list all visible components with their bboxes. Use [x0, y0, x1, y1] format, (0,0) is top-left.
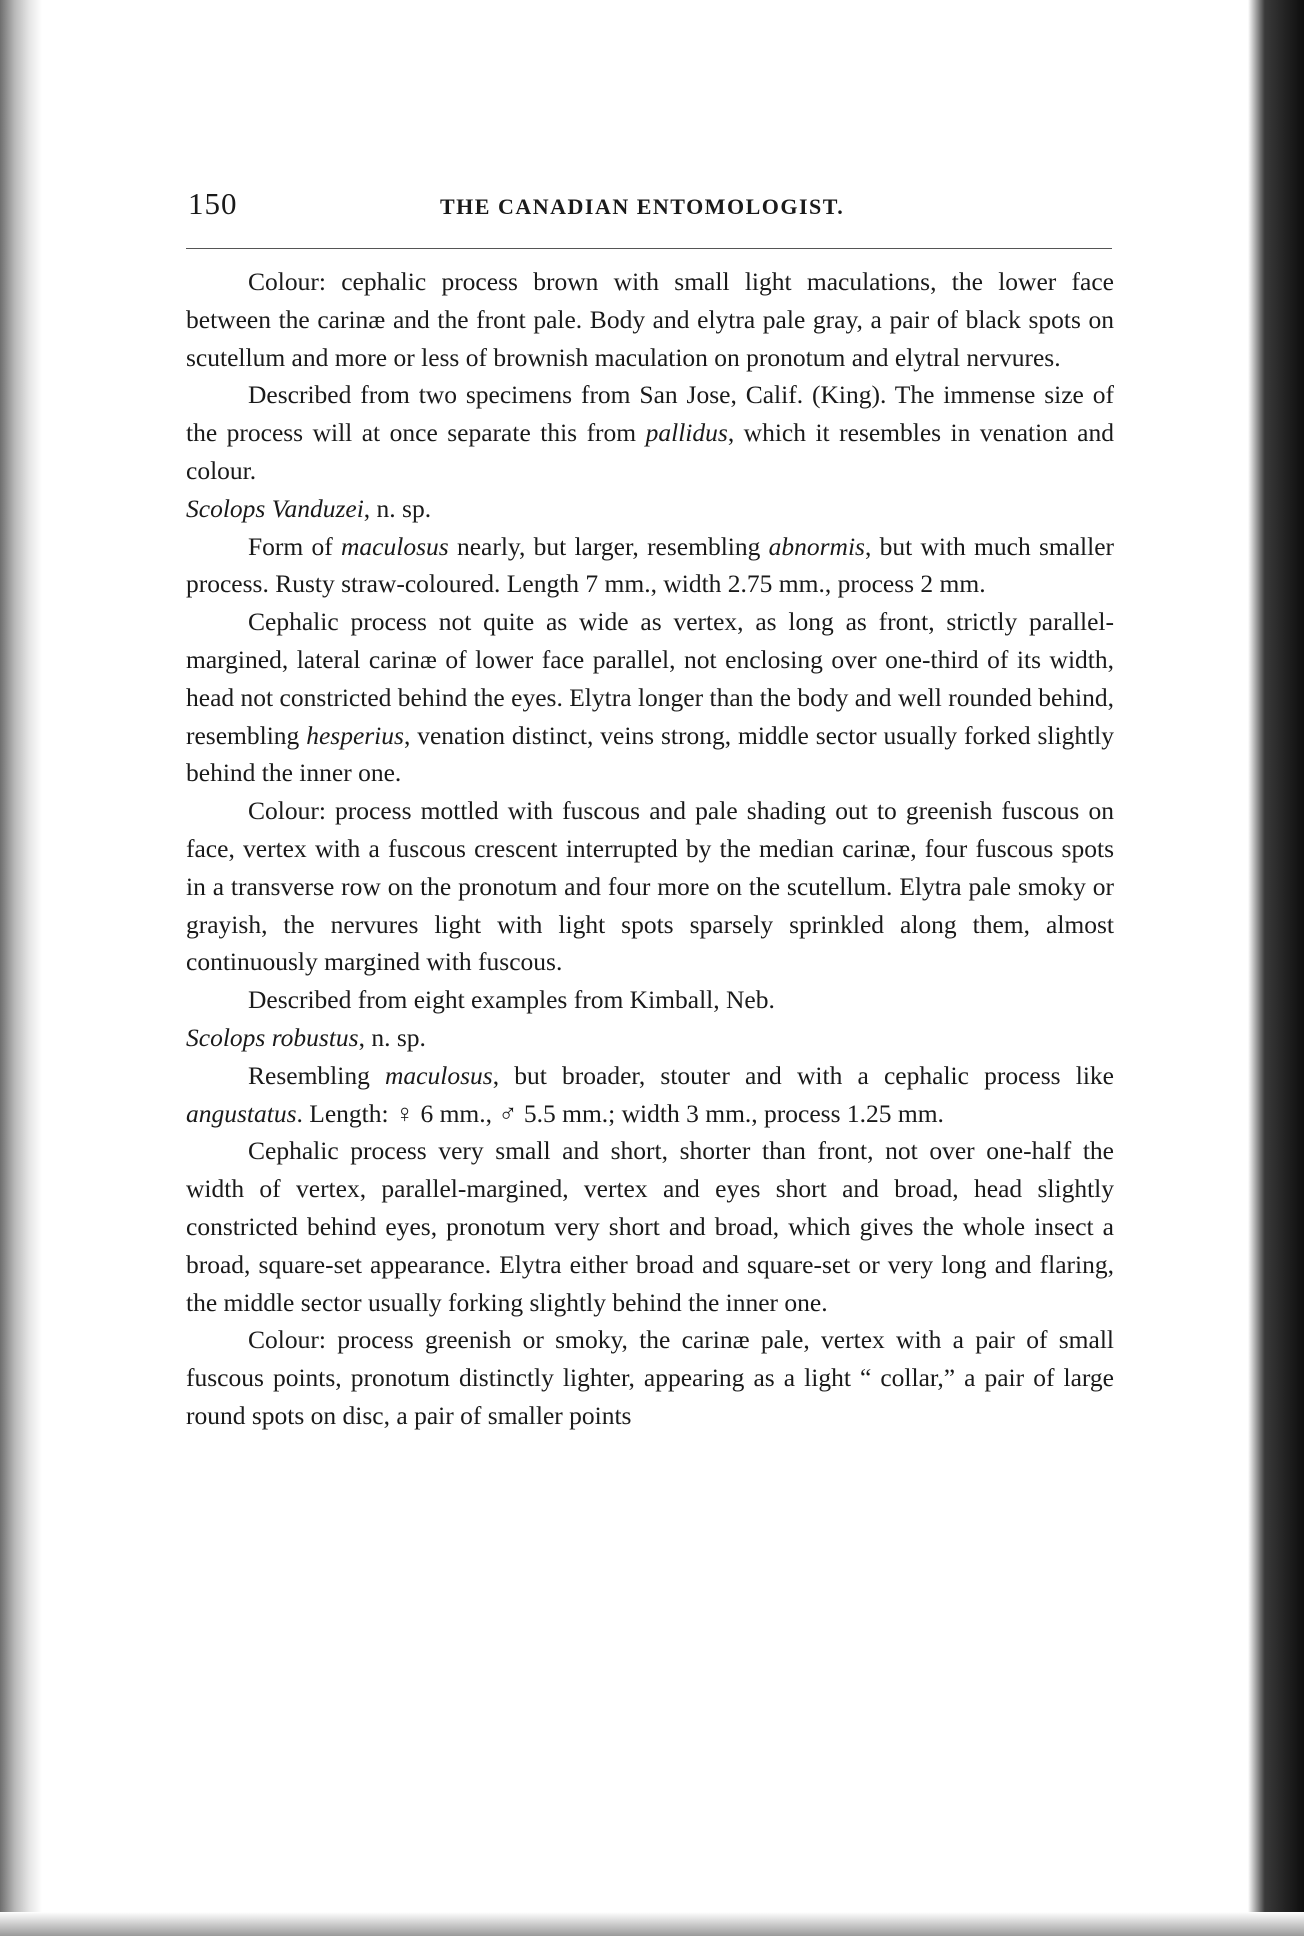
- paragraph: Form of maculosus nearly, but larger, resembling abnormis, but with much smaller process. Rusty straw-coloured. Length 7 mm., width 2.75 mm., process 2 mm.: [186, 531, 1114, 599]
- paragraph: Colour: process mottled with fuscous and pale shading out to greenish fuscous on face, vertex with a fuscous crescent interrupted by the median carinæ, four fuscous spots in a transverse row on the pronotum and four more on the scutellum. Elytra pale smoky or grayish, the nervures light with light spots sparsely sprinkled along them, almost continuously margined with fuscous.: [186, 796, 1114, 977]
- paragraph: Cephalic process very small and short, shorter than front, not over one-half the width of vertex, parallel-margined, vertex and eyes short and broad, head slightly constricted behind eyes, pronotum very short and broad, which gives the whole insect a broad, square-set appearance. Elytra either broad and square-set or very long and flaring, the middle sector usually forking slightly behind the inner one.: [186, 1136, 1114, 1317]
- species-name: pallidus: [645, 418, 728, 448]
- species-name: Scolops Vanduzei: [186, 493, 364, 523]
- species-name: maculosus: [385, 1060, 493, 1090]
- paragraph: Described from two specimens from San Jose, Calif. (King). The immense size of the process will at once separate this from pallidus, which it resembles in venation and colour.: [186, 380, 1114, 485]
- scan-edge-left: [0, 0, 42, 1936]
- species-name: maculosus: [341, 531, 449, 561]
- scan-edge-bottom: [0, 1912, 1304, 1936]
- paragraph: Cephalic process not quite as wide as vertex, as long as front, strictly parallel-margined, lateral carinæ of lower face parallel, not enclosing over one-third of its width, head not constricted behind the eyes. Elytra longer than the body and well rounded behind, resembling hesperius, venation distinct, veins strong, middle sector usually forked slightly behind the inner one.: [186, 607, 1114, 788]
- species-name: abnormis: [768, 531, 865, 561]
- paragraph: Described from eight examples from Kimball, Neb.: [248, 985, 775, 1015]
- species-heading: Scolops Vanduzei, n. sp.: [186, 493, 432, 523]
- species-heading: Scolops robustus, n. sp.: [186, 1022, 426, 1052]
- paragraph: Colour: process greenish or smoky, the carinæ pale, vertex with a pair of small fuscous points, pronotum distinctly lighter, appearing as a light “ collar,” a pair of large round spots on disc, a pair of smaller points: [186, 1325, 1114, 1430]
- species-name: hesperius: [306, 720, 404, 750]
- page-number: 150: [188, 186, 238, 221]
- journal-title: THE CANADIAN ENTOMOLOGIST.: [440, 194, 845, 219]
- book-page: [178, 180, 1120, 1435]
- running-head: [178, 180, 1120, 228]
- species-name: angustatus: [186, 1098, 297, 1128]
- paragraph: Colour: cephalic process brown with small light maculations, the lower face between the carinæ and the front pale. Body and elytra pale gray, a pair of black spots on scutellum and more or less of brownish maculation on pronotum and elytral nervures.: [186, 267, 1114, 372]
- body-text: [178, 263, 1120, 1435]
- scan-edge-right: [1248, 0, 1304, 1936]
- species-name: Scolops robustus: [186, 1022, 359, 1052]
- paragraph: Resembling maculosus, but broader, stouter and with a cephalic process like angustatus. Length: ♀ 6 mm., ♂ 5.5 mm.; width 3 mm., process 1.25 mm.: [186, 1060, 1115, 1128]
- header-rule: [186, 248, 1112, 249]
